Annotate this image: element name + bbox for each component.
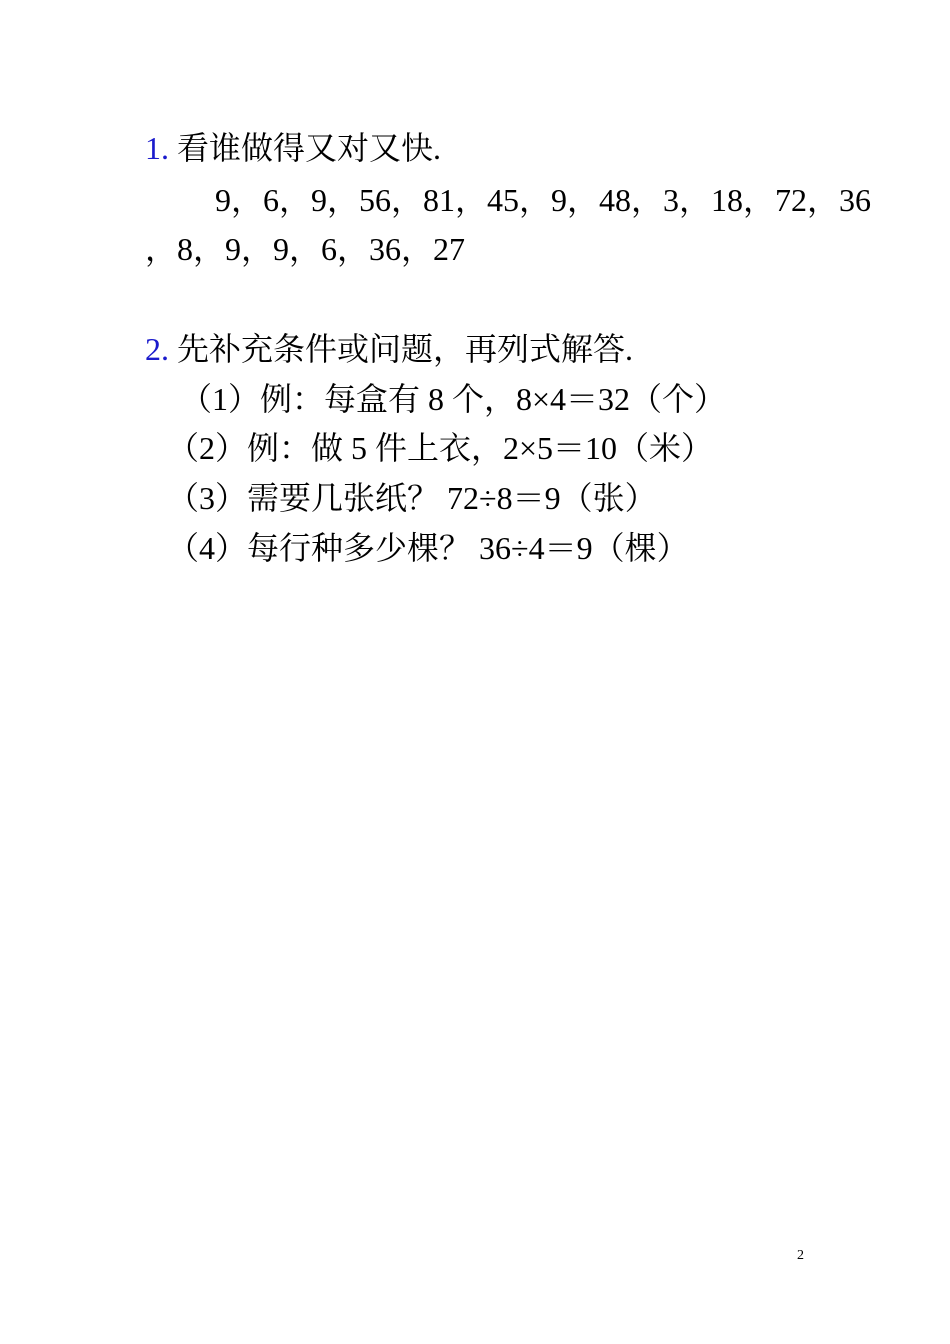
- question-2-title: 先补充条件或问题，再列式解答.: [177, 331, 634, 367]
- page-number: 2: [797, 1248, 804, 1263]
- question-2-item-4: （4）每行种多少棵？ 36÷4＝9（棵）: [167, 530, 689, 566]
- question-1-answers-line-1: 9，6，9，56，81，45，9，48，3，18，72，36: [215, 182, 872, 218]
- question-1-answers-line-2: ，8，9，9，6，36，27: [145, 231, 466, 267]
- question-1-title: 看谁做得又对又快.: [177, 130, 442, 166]
- question-2-number: 2.: [145, 331, 169, 367]
- question-2-item-3: （3）需要几张纸？ 72÷8＝9（张）: [167, 480, 657, 516]
- question-2-heading: [145, 329, 633, 369]
- question-1-number: 1.: [145, 130, 169, 166]
- question-2-item-2: （2）例：做 5 件上衣，2×5＝10（米）: [167, 430, 714, 466]
- question-1-heading: [145, 128, 441, 168]
- question-2-item-1: （1）例：每盒有 8 个，8×4＝32（个）: [180, 381, 727, 417]
